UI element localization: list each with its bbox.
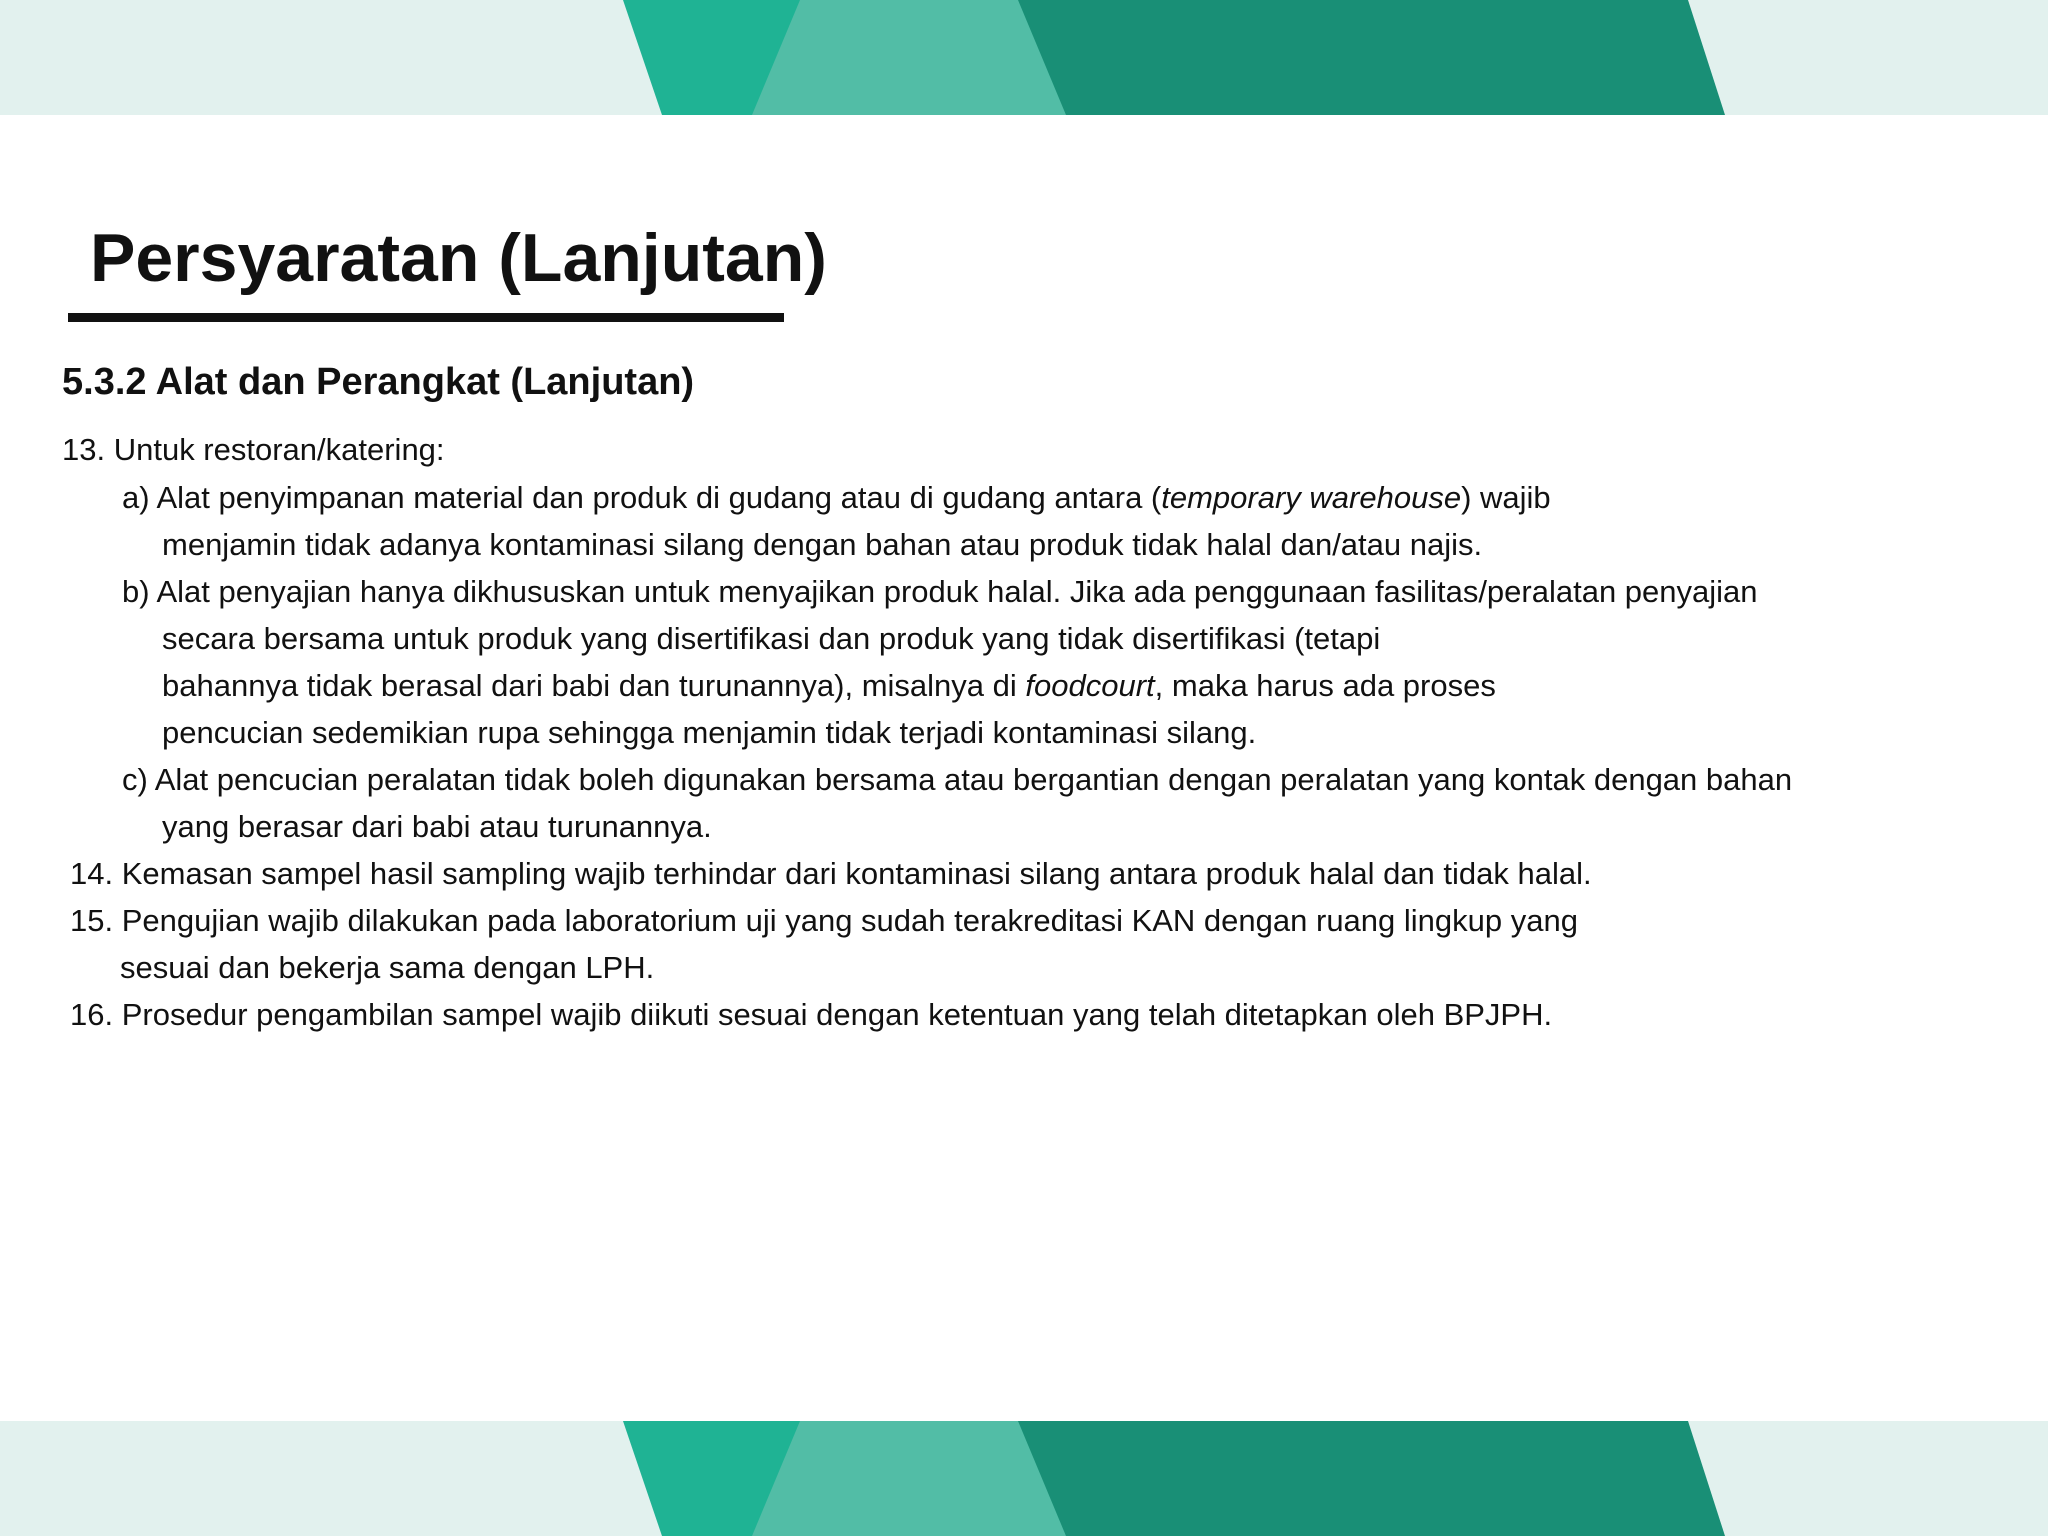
top-shape-light: [752, 0, 1068, 115]
item-15: [70, 901, 1578, 941]
item-16: [70, 995, 1552, 1035]
bottom-decor-band: [0, 1421, 2048, 1536]
item-14-text: Kemasan sampel hasil sampling wajib terhindar dari kontaminasi silang antara produk halal dan tidak halal.: [121, 856, 1592, 891]
title-underline: [68, 313, 784, 322]
item-16-number: 16.: [70, 997, 114, 1032]
top-shape-dark: [1018, 0, 1725, 115]
top-decor-band: [0, 0, 2048, 115]
top-decor-shapes: [0, 0, 2048, 115]
item-15-number: 15.: [70, 903, 114, 938]
bottom-decor-shapes: [0, 1421, 2048, 1536]
item-13a: [122, 478, 1551, 518]
item-14: [70, 854, 1592, 894]
item-13c-line1: Alat pencucian peralatan tidak boleh digunakan bersama atau bergantian dengan peralatan yang kontak dengan bahan: [154, 762, 1793, 797]
item-13b-line3-post: , maka harus ada proses: [1154, 668, 1496, 703]
item-13c-marker: c): [122, 762, 148, 797]
item-13b: [122, 572, 1758, 612]
item-13a-line2: menjamin tidak adanya kontaminasi silang dengan bahan atau produk tidak halal dan/atau najis.: [162, 527, 1483, 562]
item-13b-line3: [162, 666, 1496, 706]
page-title: Persyaratan (Lanjutan): [90, 220, 827, 296]
item-13-label: 13. Untuk restoran/katering:: [62, 432, 445, 467]
item-14-number: 14.: [70, 856, 114, 891]
item-13b-line4: pencucian sedemikian rupa sehingga menjamin tidak terjadi kontaminasi silang.: [162, 715, 1257, 750]
item-13b-line3-pre: bahannya tidak berasal dari babi dan turunannya), misalnya di: [162, 668, 1026, 703]
item-13b-line2: secara bersama untuk produk yang disertifikasi dan produk yang tidak disertifikasi (tetapi: [162, 621, 1381, 656]
item-13b-line3-em: foodcourt: [1025, 668, 1155, 703]
item-13a-line1-post: ) wajib: [1461, 480, 1551, 515]
item-16-text: Prosedur pengambilan sampel wajib diikuti sesuai dengan ketentuan yang telah ditetapkan oleh BPJPH.: [121, 997, 1553, 1032]
item-15-line1: Pengujian wajib dilakukan pada laboratorium uji yang sudah terakreditasi KAN dengan ruang lingkup yang: [121, 903, 1578, 938]
item-13c-line2: yang berasar dari babi atau turunannya.: [162, 809, 712, 844]
item-13a-line1-em: temporary warehouse: [1161, 480, 1462, 515]
item-13b-line1: Alat penyajian hanya dikhususkan untuk menyajikan produk halal. Jika ada penggunaan fasilitas/peralatan penyajian: [156, 574, 1758, 609]
item-15-line2: sesuai dan bekerja sama dengan LPH.: [120, 950, 655, 985]
item-13b-marker: b): [122, 574, 150, 609]
bottom-shape-dark: [1018, 1421, 1725, 1536]
item-13a-line1-pre: Alat penyimpanan material dan produk di gudang atau di gudang antara (: [156, 480, 1162, 515]
item-13a-marker: a): [122, 480, 150, 515]
bottom-shape-light: [752, 1421, 1068, 1536]
item-13c: [122, 760, 1792, 800]
section-heading: 5.3.2 Alat dan Perangkat (Lanjutan): [62, 361, 695, 403]
